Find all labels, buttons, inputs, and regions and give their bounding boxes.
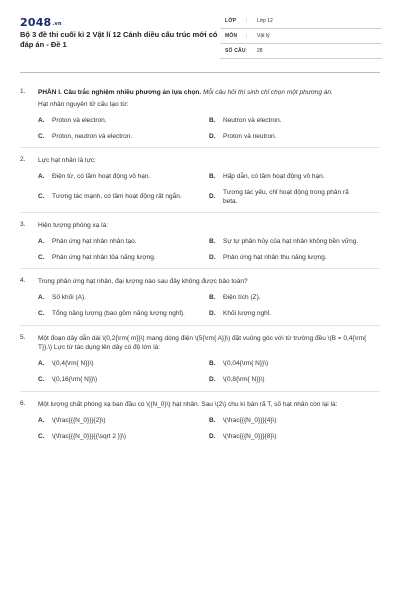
meta-label: SỐ CÂU: [225, 48, 246, 54]
question-3: [0, 221, 400, 263]
question-6: [0, 400, 400, 442]
option-d[interactable]: D. \(\frac{{{N_0}}}{8}\): [209, 432, 277, 440]
option-b[interactable]: B. Sự tự phân hủy của hạt nhân không bền vững.: [209, 237, 359, 245]
question-2: [0, 156, 400, 206]
question-text: [38, 88, 380, 109]
question-number: 6.: [20, 399, 26, 407]
answer-options: [38, 293, 380, 319]
site-logo[interactable]: 2048.vn: [20, 16, 62, 29]
question-number: 2.: [20, 156, 26, 163]
question-4: [0, 277, 400, 319]
question-text: Hiện tượng phóng xạ là:: [38, 221, 109, 229]
option-a[interactable]: A. \(\frac{{{N_0}}}{2}\): [38, 416, 106, 424]
meta-value: Vật lý: [257, 33, 270, 39]
meta-value: 28: [257, 48, 263, 54]
question-divider: [20, 147, 380, 148]
meta-label: LỚP: [225, 18, 237, 24]
question-text: Trong phản ứng hạt nhân, đại lượng nào sau đây không được bảo toàn?: [38, 278, 248, 285]
option-c[interactable]: C. Tổng năng lượng (bao gồm năng lượng nghỉ).: [38, 310, 185, 317]
option-c[interactable]: C. \(\frac{{{N_0}}}{{\sqrt 2 }}\): [38, 432, 127, 440]
option-b[interactable]: B. Neutron và electron.: [209, 116, 282, 124]
option-d[interactable]: D. Tương tác yếu, chỉ hoạt động trong phân rã beta.: [209, 188, 349, 205]
option-c[interactable]: C. Phản ứng hạt nhân tỏa năng lượng.: [38, 253, 156, 261]
option-d[interactable]: D. Khối lượng nghỉ.: [209, 310, 272, 317]
answer-options: [38, 359, 380, 385]
option-c[interactable]: C. Tương tác mạnh, có tầm hoạt động rất ngắn.: [38, 193, 182, 200]
option-d[interactable]: D. Phản ứng hạt nhân thu năng lượng.: [209, 253, 327, 261]
option-b[interactable]: B. \(\frac{{{N_0}}}{4}\): [209, 416, 277, 424]
option-b[interactable]: B. Điện tích (Z).: [209, 294, 261, 301]
meta-row-count: SỐ CÂU : 28: [220, 44, 382, 59]
answer-options: [38, 415, 380, 441]
question-5: [0, 334, 400, 385]
meta-label: MÔN: [225, 33, 238, 39]
question-list: [0, 88, 400, 447]
answer-options: [38, 172, 380, 206]
question-divider: [20, 325, 380, 326]
question-number: 1.: [20, 88, 26, 95]
option-a[interactable]: A. Proton và electron.: [38, 116, 107, 124]
option-b[interactable]: B. Hấp dẫn, có tầm hoạt động vô hạn.: [209, 173, 325, 180]
section-instruction: Mỗi câu hỏi thí sinh chỉ chọn một phương án.: [203, 89, 333, 96]
question-text: Một lượng chất phóng xạ ban đầu có \({N_0}\) hạt nhân. Sau \(2\) chu kì bán rã T, số hạt nhân còn lại là:: [38, 400, 338, 408]
option-a[interactable]: A. \(0,4{\rm{ N}}\): [38, 360, 94, 367]
meta-row-class: LỚP : Lớp 12: [220, 14, 382, 29]
option-a[interactable]: A. Điện từ, có tầm hoạt động vô hạn.: [38, 173, 151, 180]
question-text: Lực hạt nhân là lực:: [38, 157, 96, 164]
section-title: PHẦN I. Câu trắc nghiệm nhiều phương án lựa chọn.: [38, 89, 202, 96]
question-prompt: Hạt nhân nguyên tử cấu tạo từ:: [38, 100, 129, 108]
option-a[interactable]: A. Phản ứng hạt nhân nhân tạo.: [38, 237, 137, 245]
option-c[interactable]: C. Proton, neutron và electron.: [38, 132, 133, 140]
answer-options: [38, 236, 380, 262]
question-number: 5.: [20, 333, 26, 341]
question-text: Một đoạn dây dẫn dài \(0,2{\rm{ m}}\) mang dòng điện \(5{\rm{ A}}\) đặt vuông góc với từ trường đều \(B = 0,4{\rm{ T}}.\) Lực từ tác dụng lên dây có độ lớn là:: [38, 334, 367, 351]
answer-options: [38, 115, 380, 141]
document-title: Bộ 3 đề thi cuối kì 2 Vật lí 12 Cánh diều cấu trúc mới có đáp án - Đề 1: [20, 30, 218, 49]
meta-table: [220, 14, 382, 59]
option-a[interactable]: A. Số khối (A).: [38, 294, 86, 301]
header-divider: [20, 72, 380, 73]
question-1: [0, 88, 400, 141]
page-header: [0, 0, 400, 72]
option-d[interactable]: D. Proton và neutron.: [209, 132, 277, 140]
option-c[interactable]: C. \(0,16{\rm{ N}}\): [38, 376, 98, 383]
question-divider: [20, 268, 380, 269]
meta-row-subject: MÔN : Vật lý: [220, 29, 382, 44]
option-b[interactable]: B. \(0,04{\rm{ N}}\): [209, 360, 269, 367]
meta-value: Lớp 12: [257, 18, 273, 24]
question-divider: [20, 391, 380, 392]
question-divider: [20, 212, 380, 213]
question-number: 3.: [20, 220, 26, 228]
option-d[interactable]: D. \(0,8{\rm{ N}}\): [209, 376, 265, 383]
question-number: 4.: [20, 277, 26, 284]
